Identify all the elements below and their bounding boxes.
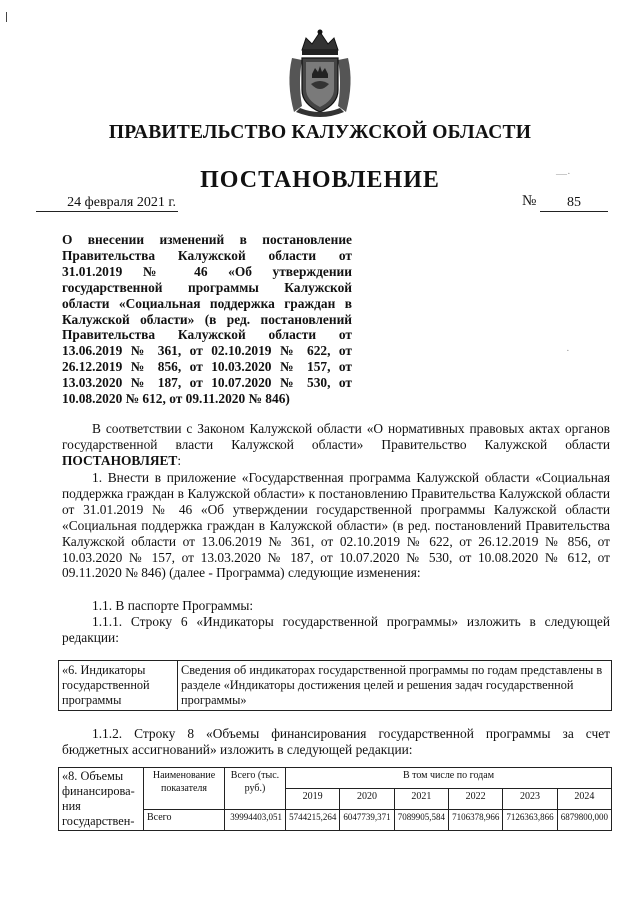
row-name-cell: Всего (144, 810, 225, 831)
stray-mark: —· (556, 168, 571, 180)
coat-of-arms-emblem (284, 28, 356, 120)
column-header-total: Всего (тыс. руб.) (225, 768, 286, 810)
decree-colon: : (177, 452, 182, 468)
column-header-years-group: В том числе по годам (286, 768, 612, 789)
year-header: 2020 (340, 789, 394, 810)
document-date: 24 февраля 2021 г. (36, 195, 178, 212)
column-header-name: Наименование показателя (144, 768, 225, 810)
row-value-cell: 6047739,371 (340, 810, 394, 831)
row-value-cell: 5744215,264 (286, 810, 340, 831)
year-header: 2019 (286, 789, 340, 810)
finance-table (58, 767, 612, 831)
paragraph-1-1-2: 1.1.2. Строку 8 «Объемы финансирования государственной программы за счет бюджетных ассигнований» изложить в следующей редакции: (62, 726, 610, 757)
table-row (59, 768, 612, 789)
indicators-label-cell: «6. Индикаторы государственной программы (59, 661, 178, 711)
finance-row-label: «8. Объемы финансирова- ния государствен- (59, 768, 144, 831)
row-value-cell: 7089905,584 (394, 810, 448, 831)
row-value-cell: 6879800,000 (557, 810, 611, 831)
preamble-text: В соответствии с Законом Калужской области «О нормативных правовых актах органов государственной власти Калужской области» Правительство Калужской области (62, 421, 610, 452)
row-value-cell: 7126363,866 (503, 810, 557, 831)
year-header: 2022 (448, 789, 502, 810)
stray-mark: · (566, 345, 570, 357)
year-header: 2024 (557, 789, 611, 810)
government-name: ПРАВИТЕЛЬСТВО КАЛУЖСКОЙ ОБЛАСТИ (108, 122, 532, 143)
decree-word: ПОСТАНОВЛЯЕТ (62, 452, 178, 468)
year-header: 2021 (394, 789, 448, 810)
indicators-value-cell: Сведения об индикаторах государственной программы по годам представлены в разделе «Индикаторы достижения целей и решения задач государственной программы» (178, 661, 612, 711)
margin-mark (6, 12, 7, 22)
row-total-cell: 39994403,051 (225, 810, 286, 831)
paragraph-1: 1. Внести в приложение «Государственная программа Калужской области «Социальная поддержка граждан в Калужской области» к постановлению Правительства Калужской области от 31.01.2019 № 46 «Об утверждении государственной программы Калужской области «Социальная поддержка граждан в Калужской области» (в ред. постановлений Правительства Калужской области от 13.06.2019 № 361, от 02.10.2019 № 622, от 26.12.2019 № 856, от 10.03.2020 № 157, от 13.03.2020 № 187, от 10.07.2020 № 530, от 10.08.2020 № 612, от 09.11.2020 № 846) (далее - Программа) следующие изменения: (62, 470, 610, 581)
year-header: 2023 (503, 789, 557, 810)
document-number-label: № (522, 193, 537, 209)
table-row (59, 661, 612, 711)
document-type: ПОСТАНОВЛЕНИЕ (200, 167, 440, 193)
preamble-paragraph (62, 421, 610, 469)
document-title: О внесении изменений в постановление Правительства Калужской области от 31.01.2019 № 46 «Об утверждении государственной программы Калужской области «Социальная поддержка граждан в Калужской области» (в ред. постановлений Правительства Калужской области от 13.06.2019 № 361, от 02.10.2019 № 622, от 26.12.2019 № 856, от 10.03.2020 № 157, от 13.03.2020 № 187, от 10.07.2020 № 530, от 10.08.2020 № 612, от 09.11.2020 № 846) (62, 232, 352, 407)
document-number: 85 (540, 195, 608, 212)
indicators-table (58, 660, 612, 711)
row-value-cell: 7106378,966 (448, 810, 502, 831)
paragraph-1-1-1: 1.1.1. Строку 6 «Индикаторы государственной программы» изложить в следующей редакции: (62, 614, 610, 645)
paragraph-1-1: 1.1. В паспорте Программы: (92, 598, 254, 613)
